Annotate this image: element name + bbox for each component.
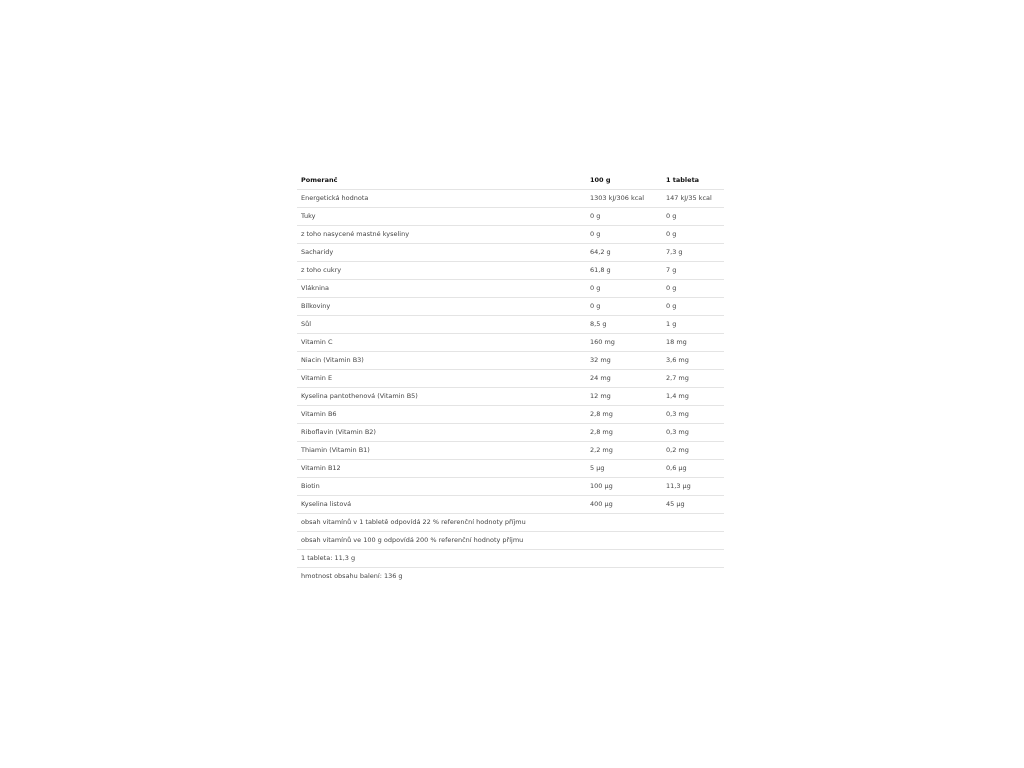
per-100g-cell: 32 mg (586, 352, 662, 370)
table-row (297, 208, 724, 226)
nutrient-name-cell: Vitamin B6 (297, 406, 586, 424)
nutrient-name-cell: Vitamin E (297, 370, 586, 388)
per-tablet-cell: 1 g (662, 316, 724, 334)
per-tablet-cell: 0,2 mg (662, 442, 724, 460)
nutrition-table (297, 172, 724, 585)
nutrient-name-cell: Riboflavin (Vitamin B2) (297, 424, 586, 442)
per-tablet-cell: 0 g (662, 226, 724, 244)
per-tablet-cell: 7 g (662, 262, 724, 280)
note-row (297, 550, 724, 568)
nutrient-name-cell: z toho nasycené mastné kyseliny (297, 226, 586, 244)
nutrient-name-cell: Vitamin C (297, 334, 586, 352)
table-row (297, 388, 724, 406)
nutrition-table-container (297, 172, 724, 585)
per-tablet-cell: 0 g (662, 280, 724, 298)
note-text: obsah vitamínů ve 100 g odpovídá 200 % referenční hodnoty příjmu (297, 532, 724, 550)
per-100g-cell: 12 mg (586, 388, 662, 406)
per-100g-cell: 24 mg (586, 370, 662, 388)
per-100g-cell: 64,2 g (586, 244, 662, 262)
header-flavor: Pomeranč (297, 172, 586, 190)
table-row (297, 244, 724, 262)
table-row (297, 352, 724, 370)
per-tablet-cell: 2,7 mg (662, 370, 724, 388)
table-row (297, 280, 724, 298)
nutrient-name-cell: Biotin (297, 478, 586, 496)
table-row (297, 226, 724, 244)
nutrient-name-cell: z toho cukry (297, 262, 586, 280)
per-100g-cell: 160 mg (586, 334, 662, 352)
per-tablet-cell: 147 kJ/35 kcal (662, 190, 724, 208)
table-row (297, 460, 724, 478)
note-text: obsah vitamínů v 1 tabletě odpovídá 22 % referenční hodnoty příjmu (297, 514, 724, 532)
per-100g-cell: 100 µg (586, 478, 662, 496)
table-row (297, 406, 724, 424)
per-100g-cell: 61,8 g (586, 262, 662, 280)
note-row (297, 514, 724, 532)
per-100g-cell: 2,8 mg (586, 424, 662, 442)
nutrient-name-cell: Sacharidy (297, 244, 586, 262)
per-100g-cell: 2,2 mg (586, 442, 662, 460)
table-row (297, 442, 724, 460)
per-tablet-cell: 0,6 µg (662, 460, 724, 478)
per-tablet-cell: 7,3 g (662, 244, 724, 262)
header-per-100g: 100 g (586, 172, 662, 190)
nutrient-name-cell: Vitamin B12 (297, 460, 586, 478)
per-tablet-cell: 18 mg (662, 334, 724, 352)
per-100g-cell: 0 g (586, 226, 662, 244)
table-header-row (297, 172, 724, 190)
nutrient-name-cell: Sůl (297, 316, 586, 334)
table-row (297, 496, 724, 514)
per-tablet-cell: 0 g (662, 298, 724, 316)
per-tablet-cell: 1,4 mg (662, 388, 724, 406)
per-tablet-cell: 0 g (662, 208, 724, 226)
per-tablet-cell: 11,3 µg (662, 478, 724, 496)
table-row (297, 298, 724, 316)
nutrient-name-cell: Kyselina listová (297, 496, 586, 514)
note-text: hmotnost obsahu balení: 136 g (301, 572, 403, 580)
per-100g-cell: 0 g (586, 298, 662, 316)
table-row (297, 316, 724, 334)
per-100g-cell: 1303 kJ/306 kcal (586, 190, 662, 208)
note-row (297, 532, 724, 550)
table-row (297, 370, 724, 388)
nutrient-name-cell: Vláknina (297, 280, 586, 298)
nutrient-name-cell: Thiamin (Vitamin B1) (297, 442, 586, 460)
per-100g-cell: 5 µg (586, 460, 662, 478)
per-100g-cell: 400 µg (586, 496, 662, 514)
per-tablet-cell: 0,3 mg (662, 406, 724, 424)
table-row (297, 334, 724, 352)
nutrient-name-cell: Tuky (297, 208, 586, 226)
nutrient-name-cell: Bílkoviny (297, 298, 586, 316)
per-100g-cell: 2,8 mg (586, 406, 662, 424)
per-100g-cell: 0 g (586, 208, 662, 226)
table-row (297, 478, 724, 496)
header-per-tablet: 1 tableta (662, 172, 724, 190)
nutrient-name-cell: Niacin (Vitamin B3) (297, 352, 586, 370)
per-tablet-cell: 3,6 mg (662, 352, 724, 370)
per-tablet-cell: 0,3 mg (662, 424, 724, 442)
table-row (297, 190, 724, 208)
note-row (297, 568, 724, 586)
per-tablet-cell: 45 µg (662, 496, 724, 514)
per-100g-cell: 0 g (586, 280, 662, 298)
table-row (297, 262, 724, 280)
nutrient-name-cell: Kyselina pantothenová (Vitamin B5) (297, 388, 586, 406)
note-text: 1 tableta: 11,3 g (297, 550, 724, 568)
table-row (297, 424, 724, 442)
nutrient-name-cell: Energetická hodnota (297, 190, 586, 208)
per-100g-cell: 8,5 g (586, 316, 662, 334)
